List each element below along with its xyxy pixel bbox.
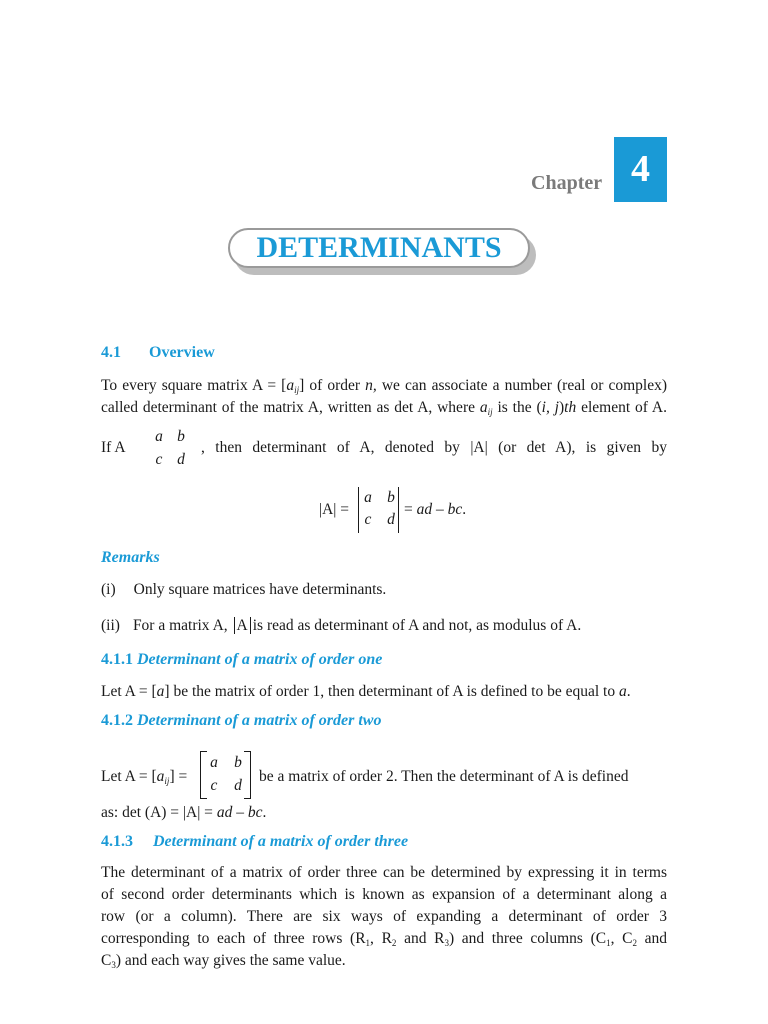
section-title: Overview	[149, 344, 215, 361]
remark-text: Only square matrices have determinants.	[133, 581, 387, 598]
paragraph-line: The determinant of a matrix of order three can be determined by expressing it in terms	[101, 864, 667, 881]
page-title: DETERMINANTS	[256, 231, 502, 264]
section-4-1-2-let: Let $A = [a_{ij}]$ =	[101, 768, 188, 786]
if-a-label: If A	[101, 439, 126, 456]
remark-text: For a matrix A,	[132, 617, 228, 634]
section-4-1-3-paragraph	[101, 862, 667, 972]
overview-paragraph	[101, 375, 667, 419]
chapter-number-badge: 4	[614, 137, 667, 202]
section-4-1-1-text: Let A = [a] be the matrix of order 1, then determinant of A is defined to be equal to a.	[101, 683, 631, 700]
det-lhs: |A| =	[319, 501, 350, 518]
overview-line-2: called determinant of the matrix A, written as det A, where $a_{ij}$ is the (i, j)th element of A.	[101, 399, 667, 417]
section-4-1-2-line2: as: det (A) = |A| = ad – bc.	[101, 804, 267, 821]
remark-item-1	[101, 579, 386, 601]
section-title: Determinant of a matrix of order three	[153, 833, 409, 850]
section-4-1-2-text: be a matrix of order 2. Then the determinant of A is defined	[259, 768, 629, 785]
remarks-heading: Remarks	[101, 549, 160, 566]
section-4-1-2-matrix: a b c d	[210, 754, 242, 794]
paragraph-line: corresponding to each of three rows ($R_1$, $R_2$ and $R_3$) and three columns ($C_1$, $C_2$ and	[101, 930, 668, 948]
section-4-1-2-heading	[101, 712, 381, 730]
paragraph-line: of second order determinants which is known as expansion of a determinant along a	[101, 886, 667, 903]
section-number: 4.1	[101, 344, 121, 361]
bracket-right	[244, 751, 251, 799]
section-title: Determinant of a matrix of order one	[137, 651, 383, 668]
if-a-matrix: a b c d	[155, 428, 185, 468]
remark-item-2: (ii) For a matrix A, A is read as determinant of A and not, as modulus of A.	[101, 617, 582, 634]
remark-marker: (i)	[101, 581, 116, 598]
chapter-label: Chapter	[531, 172, 603, 194]
section-title: Determinant of a matrix of order two	[137, 712, 382, 729]
section-number: 4.1.3	[101, 833, 133, 850]
section-4-1-1-heading	[101, 651, 382, 669]
section-number: 4.1.1	[101, 651, 133, 668]
det-bar-right	[398, 487, 399, 533]
section-number: 4.1.2	[101, 712, 133, 729]
remark-marker: (ii)	[101, 617, 120, 634]
paragraph-line: $C_3$) and each way gives the same value.	[101, 952, 346, 970]
section-4-1-heading	[101, 344, 215, 362]
abs-a: A	[234, 617, 251, 634]
paragraph-line: row (or a column). There are six ways of expanding a determinant of order 3	[101, 908, 667, 925]
overview-line-1: To every square matrix $A = [a_{ij}]$ of order n, we can associate a number (real or complex)	[101, 377, 668, 395]
det-rhs: = ad – bc.	[404, 501, 467, 518]
section-4-1-3-heading	[101, 833, 408, 851]
if-a-text: , then determinant of A, denoted by |A| (or det A), is given by	[201, 439, 667, 456]
det-matrix: a b c d	[364, 489, 395, 528]
